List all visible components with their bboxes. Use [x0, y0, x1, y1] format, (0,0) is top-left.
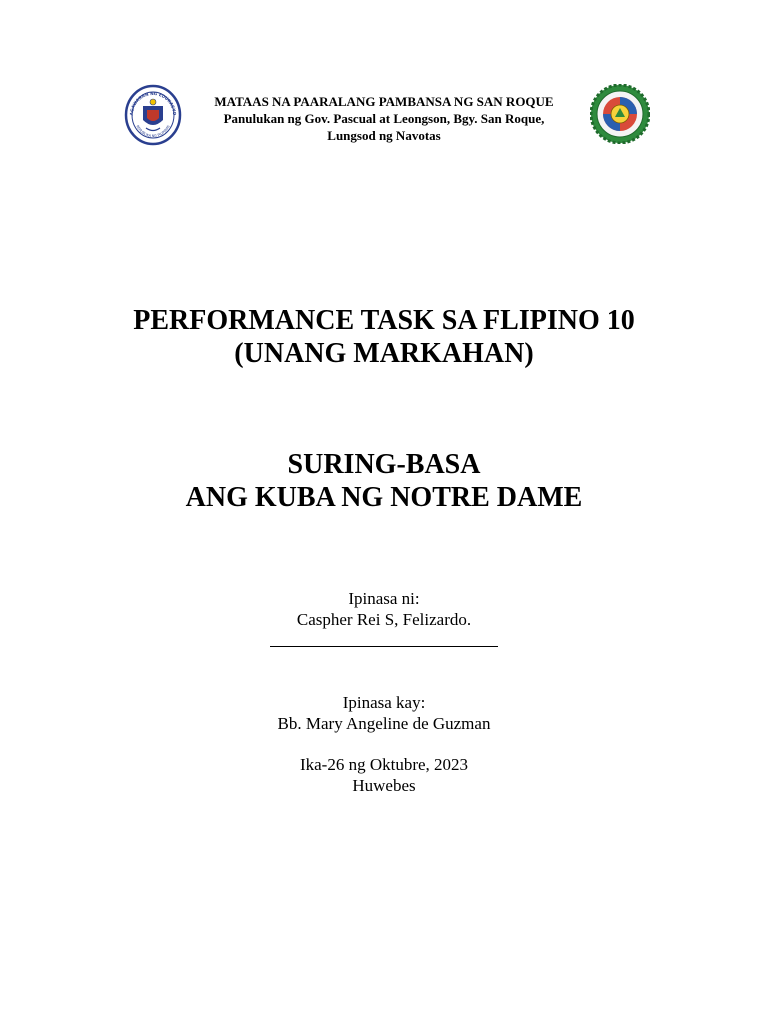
submitted-by-name: Caspher Rei S, Felizardo.	[296, 610, 472, 629]
submitted-to-name: Bb. Mary Angeline de Guzman	[277, 714, 491, 733]
date-block	[0, 754, 768, 796]
school-seal-icon	[590, 84, 650, 144]
signature-line	[270, 646, 498, 647]
submitted-to-block	[0, 692, 768, 734]
subtitle-line1: SURING-BASA	[287, 449, 481, 480]
subtitle-line2: ANG KUBA NG NOTRE DAME	[185, 482, 583, 513]
day-text: Huwebes	[352, 776, 416, 795]
svg-text:KAGAWARAN NG EDUKASYON: AGAWARAN NG EDUKASYO	[128, 90, 178, 116]
document-subtitle	[0, 448, 768, 514]
deped-seal-icon	[124, 84, 182, 146]
school-name: MATAAS NA PAARALANG PAMBANSA NG SAN ROQUE	[214, 94, 554, 109]
school-address-line2: Lungsod ng Navotas	[327, 128, 441, 143]
title-line1: PERFORMANCE TASK SA FLIPINO 10	[133, 305, 635, 336]
submitted-by-block	[0, 588, 768, 630]
title-line2: (UNANG MARKAHAN)	[234, 338, 534, 369]
date-text: Ika-26 ng Oktubre, 2023	[299, 755, 469, 774]
letterhead	[118, 84, 650, 148]
school-address-line1: Panulukan ng Gov. Pascual at Leongson, Bgy. San Roque,	[223, 111, 545, 126]
letterhead-text	[182, 93, 586, 144]
document-title	[0, 304, 768, 370]
submitted-to-label: Ipinasa kay:	[342, 693, 426, 712]
svg-text:REPUBLIKA NG PILIPINAS: REPUBLIKA NG PILIPINAS	[135, 124, 171, 139]
submitted-by-label: Ipinasa ni:	[348, 589, 420, 608]
